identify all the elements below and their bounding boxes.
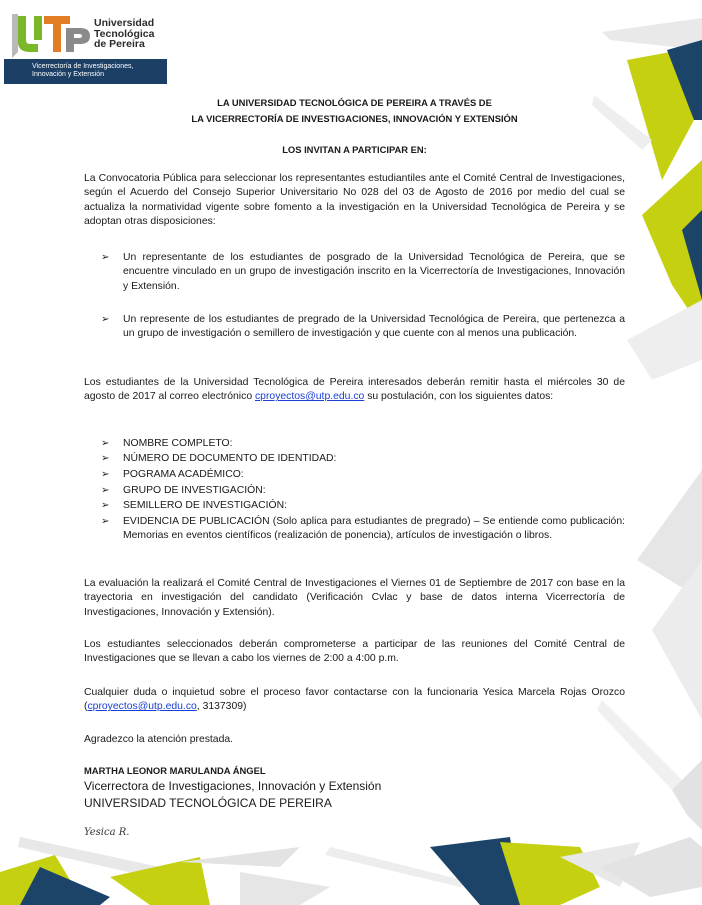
field-item-text: SEMILLERO DE INVESTIGACIÓN: [123,500,287,511]
rep-bullet-text: Un represente de los estudiantes de pregrado de la Universidad Tecnológica de Pereira, que pertenezca a un grupo de investigación o semillero de investigación y que cuente con al menos una publicación. [123,314,625,340]
right-arrowhead-icon: ➢ [101,252,110,263]
signer-title: Vicerrectora de Investigaciones, Innovación y Extensión [84,779,382,793]
field-item [101,499,625,513]
field-item-text: POGRAMA ACADÉMICO: [123,469,244,480]
right-arrowhead-icon: ➢ [101,485,110,496]
typist-initials: Yesica R. [84,827,130,838]
logo-band-line: Innovación y Extensión [32,71,104,78]
right-arrowhead-icon: ➢ [101,314,110,325]
field-item-text: NOMBRE COMPLETO: [123,438,233,449]
intro-paragraph: La Convocatoria Pública para seleccionar los representantes estudiantiles ante el Comité Central de Investigaciones, según el Acuerdo del Consejo Superior Universitario No 028 del 03 de Agosto de 2016 por medio del cual se actualiza la normatividad vigente sobre fomento a la investigación en la Universidad Tecnológica de Pereira y se adoptan otras disposiciones: [84,173,625,227]
contact-email-link[interactable]: cproyectos@utp.edu.co [87,701,197,713]
logo-band-line: Vicerrectoría de Investigaciones, [32,63,134,70]
contact-text-pre: Cualquier duda o inquietud sobre el proceso favor contactarse con la funcionaria Yesica Marcela Rojas Orozco ( [84,687,625,713]
rep-bullet [101,251,625,294]
field-item [101,452,625,466]
deadline-text-pre: Los estudiantes de la Universidad Tecnológica de Pereira interesados deberán remitir hasta el miércoles 30 de agosto de 2017 al correo electrónico [84,377,625,403]
field-item-text: GRUPO DE INVESTIGACIÓN: [123,485,266,496]
rep-bullet-text: Un representante de los estudiantes de posgrado de la Universidad Tecnológica de Pereira, que se encuentre vinculado en un grupo de investigación inscrito en la Vicerrectoría de Investigaciones, Innovación y Extensión. [123,252,625,292]
right-arrowhead-icon: ➢ [101,469,110,480]
invite-heading: LOS INVITAN A PARTICIPAR EN: [282,144,427,155]
utp-logo [4,6,167,84]
utp-logo-mark-icon [4,6,94,58]
university-name: Universidad Tecnológica de Pereira [94,17,155,50]
deadline-text-post: su postulación, con los siguientes datos: [364,391,554,403]
heading-line-1: LA UNIVERSIDAD TECNOLÓGICA DE PEREIRA A TRAVÉS DE [217,97,492,108]
contact-paragraph [84,686,625,715]
field-item-text: NÚMERO DE DOCUMENTO DE IDENTIDAD: [123,453,337,464]
evaluation-paragraph: La evaluación la realizará el Comité Central de Investigaciones el Viernes 01 de Septiembre de 2017 con base en la trayectoria en investigación del candidato (Verificación Cvlac y base de datos interna Vicerrectoría de Investigaciones, Innovación y Extensión). [84,578,625,618]
right-arrowhead-icon: ➢ [101,453,110,464]
field-item-text: EVIDENCIA DE PUBLICACIÓN (Solo aplica para estudiantes de pregrado) – Se entiende como publicación: Memorias en eventos científicos (realización de ponencia), artículos de investigación o libros. [123,516,625,542]
right-arrowhead-icon: ➢ [101,516,110,527]
rep-bullet [101,313,625,342]
field-item [101,468,625,482]
deadline-paragraph [84,376,625,405]
signer-institution: UNIVERSIDAD TECNOLÓGICA DE PEREIRA [84,796,332,810]
heading-line-2: LA VICERRECTORÍA DE INVESTIGACIONES, INNOVACIÓN Y EXTENSIÓN [191,113,518,124]
field-item [101,484,625,498]
commitment-paragraph: Los estudiantes seleccionados deberán comprometerse a participar de las reuniones del Comité Central de Investigaciones que se llevan a cabo los viernes de 2:00 a 4:00 p.m. [84,639,625,665]
signer-name: MARTHA LEONOR MARULANDA ÁNGEL [84,765,266,776]
right-arrowhead-icon: ➢ [101,500,110,511]
contact-text-post: , 3137309) [196,701,247,713]
email-link[interactable]: cproyectos@utp.edu.co [254,391,365,403]
logo-subtitle-band [4,59,167,84]
field-item [101,437,625,451]
field-item [101,515,625,544]
right-arrowhead-icon: ➢ [101,438,110,449]
thanks-line: Agradezco la atención prestada. [84,734,234,745]
